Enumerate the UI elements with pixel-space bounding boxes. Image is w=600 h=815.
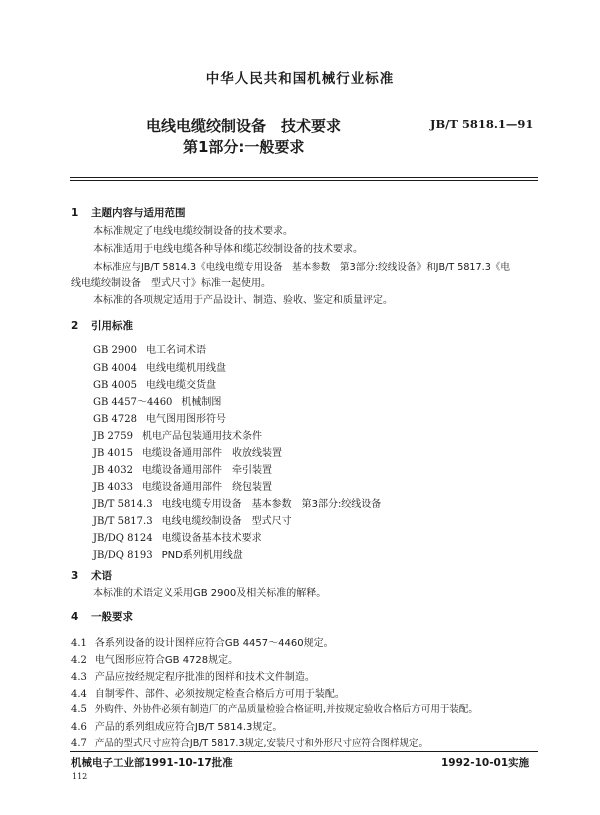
clause-text: 各系列设备的设计图样应符合GB 4457～4460规定。	[94, 638, 334, 649]
paragraph: 本标准适用于电线电缆各种导体和缆芯绞制设备的技术要求。	[93, 244, 363, 255]
reference-code: GB 4005	[93, 380, 137, 391]
paragraph: 本标准规定了电线电缆绞制设备的技术要求。	[93, 226, 293, 237]
clause-number: 4.1	[71, 638, 87, 649]
section-1-heading	[71, 205, 185, 220]
reference-item	[93, 444, 282, 459]
section-number: 4	[71, 611, 79, 623]
reference-item	[93, 359, 226, 374]
section-number: 1	[71, 207, 79, 219]
reference-name: 电线电缆专用设备 基本参数 第3部分:绞线设备	[161, 499, 382, 510]
paragraph-continuation: 线电缆绞制设备 型式尺寸》标准一起使用。	[71, 278, 271, 289]
reference-item	[93, 478, 272, 493]
clause-number: 4.6	[71, 722, 87, 733]
reference-code: JB/T 5817.3	[93, 516, 153, 527]
reference-name: 电线电缆交货盘	[145, 380, 216, 391]
reference-item	[93, 410, 226, 425]
reference-item	[93, 427, 262, 442]
section-2-heading	[71, 318, 133, 333]
reference-item	[93, 393, 221, 408]
clause	[71, 634, 334, 649]
reference-code: JB/DQ 8193	[93, 550, 153, 561]
reference-item	[93, 376, 216, 391]
section-title: 主题内容与适用范围	[90, 207, 186, 219]
clause-text: 产品应按经规定程序批准的图样和技术文件制造。	[94, 672, 315, 683]
approval-date: 机械电子工业部1991-10-17批准	[71, 757, 233, 769]
section-number: 2	[71, 320, 79, 332]
footer-rule	[70, 751, 538, 752]
clause	[71, 651, 238, 666]
clause	[71, 685, 345, 700]
issuing-organization: 中华人民共和国机械行业标准	[205, 71, 395, 87]
clause	[71, 735, 428, 749]
clause-text: 外购件、外协件必须有制造厂的产品质量检验合格证明,并按规定验收合格后方可用于装配。	[94, 704, 478, 715]
clause-number: 4.7	[71, 738, 87, 749]
reference-item	[93, 341, 206, 356]
document-title-line1: 电线电缆绞制设备 技术要求	[146, 117, 342, 135]
reference-code: JB 4032	[93, 465, 133, 476]
paragraph: 本标准的各项规定适用于产品设计、制造、验收、鉴定和质量评定。	[93, 295, 393, 306]
reference-name: 电缆设备通用部件 绕包装置	[142, 482, 272, 493]
reference-code: GB 2900	[93, 345, 137, 356]
reference-code: JB 4015	[93, 448, 133, 459]
reference-code: GB 4728	[93, 414, 137, 425]
reference-name: 电工名词术语	[145, 345, 206, 356]
section-title: 术语	[90, 570, 112, 582]
reference-item	[93, 546, 243, 561]
clause-number: 4.2	[71, 655, 87, 666]
paragraph: 本标准的术语定义采用GB 2900及相关标准的解释。	[93, 588, 327, 599]
header-rule-top	[70, 177, 538, 178]
clause	[71, 701, 478, 715]
section-3-heading	[71, 568, 112, 583]
reference-name: 电线电缆机用线盘	[145, 363, 226, 374]
clause-number: 4.5	[71, 704, 87, 715]
reference-name: 电缆设备基本技术要求	[161, 533, 262, 544]
reference-code: JB 4033	[93, 482, 133, 493]
clause-number: 4.4	[71, 689, 87, 700]
standard-number: JB/T 5818.1—91	[430, 117, 534, 131]
clause	[71, 668, 315, 683]
paragraph: 本标准应与JB/T 5814.3《电线电缆专用设备 基本参数 第3部分:绞线设备》和JB/T 5817.3《电	[93, 262, 510, 273]
reference-name: 电缆设备通用部件 牵引装置	[142, 465, 272, 476]
reference-code: GB 4004	[93, 363, 137, 374]
reference-item	[93, 512, 292, 527]
reference-name: 机械制图	[181, 397, 222, 408]
header-rule-bottom	[70, 180, 538, 181]
reference-name: 电缆设备通用部件 收放线装置	[142, 448, 282, 459]
reference-code: JB 2759	[93, 431, 133, 442]
reference-name: PND系列机用线盘	[161, 550, 243, 561]
page-number: 112	[72, 772, 88, 781]
section-number: 3	[71, 570, 79, 582]
clause-number: 4.3	[71, 672, 87, 683]
clause	[71, 718, 282, 733]
reference-item	[93, 529, 262, 544]
reference-code: GB 4457～4460	[93, 397, 173, 408]
section-title: 引用标准	[90, 320, 133, 332]
clause-text: 产品的型式尺寸应符合JB/T 5817.3规定,安装尺寸和外形尺寸应符合图样规定。	[94, 738, 429, 749]
section-4-heading	[71, 609, 133, 624]
document-title-line2: 第1部分:一般要求	[183, 138, 305, 156]
reference-code: JB/T 5814.3	[93, 499, 153, 510]
reference-item	[93, 495, 381, 510]
clause-text: 产品的系列组成应符合JB/T 5814.3规定。	[94, 722, 283, 733]
reference-name: 机电产品包装通用技术条件	[142, 431, 262, 442]
reference-code: JB/DQ 8124	[93, 533, 153, 544]
implementation-date: 1992-10-01实施	[441, 757, 530, 769]
reference-name: 电气图用图形符号	[145, 414, 226, 425]
reference-name: 电线电缆绞制设备 型式尺寸	[161, 516, 292, 527]
clause-text: 自制零件、部件、必须按规定检查合格后方可用于装配。	[94, 689, 345, 700]
reference-item	[93, 461, 272, 476]
clause-text: 电气图形应符合GB 4728规定。	[94, 655, 239, 666]
section-title: 一般要求	[90, 611, 133, 623]
